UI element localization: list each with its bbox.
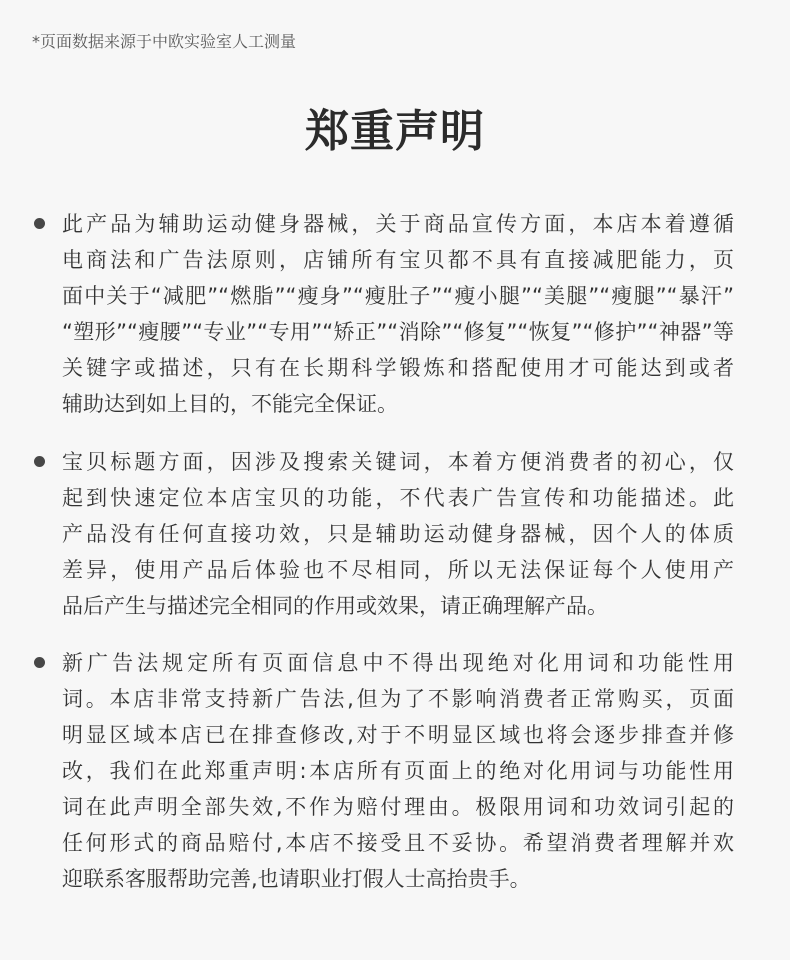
clause-line: 面中关于“减肥”“燃脂”“瘦身”“瘦肚子”“瘦小腿”“美腿”“瘦腿”“暴汗” (62, 284, 734, 308)
clause-line: 宝贝标题方面，因涉及搜索关键词，本着方便消费者的初心，仅 (62, 450, 734, 474)
clause-line: 辅助达到如上目的，不能完全保证。 (62, 392, 398, 416)
bullet-dot (34, 456, 45, 467)
clause-line: 品后产生与描述完全相同的作用或效果，请正确理解产品。 (62, 594, 608, 618)
clause-line: 任何形式的商品赔付,本店不接受且不妥协。希望消费者理解并欢 (62, 831, 734, 855)
bullet-dot (34, 218, 45, 229)
clause-line: 关键字或描述，只有在长期科学锻炼和搭配使用才可能达到或者 (62, 356, 734, 380)
clause-line: 此产品为辅助运动健身器械，关于商品宣传方面，本店本着遵循 (62, 212, 734, 236)
clause-line: 词在此声明全部失效,不作为赔付理由。极限用词和功效词引起的 (62, 795, 734, 819)
clause-line: 词。本店非常支持新广告法,但为了不影响消费者正常购买，页面 (62, 687, 734, 711)
page-title: 郑重声明 (305, 106, 485, 157)
clause-line: 电商法和广告法原则，店铺所有宝贝都不具有直接减肥能力，页 (62, 248, 734, 272)
source-note: *页面数据来源于中欧实验室人工测量 (32, 32, 297, 51)
clause-text (62, 206, 734, 422)
bullet-dot (34, 657, 45, 668)
clause-text (62, 444, 734, 624)
clause-line: 改，我们在此郑重声明:本店所有页面上的绝对化用词与功能性用 (62, 759, 734, 783)
clause-line: 产品没有任何直接功效，只是辅助运动健身器械，因个人的体质 (62, 522, 734, 546)
clause-line: 新广告法规定所有页面信息中不得出现绝对化用词和功能性用 (62, 651, 734, 675)
clause-text (62, 645, 734, 897)
clause-line: 明显区域本店已在排查修改,对于不明显区域也将会逐步排查并修 (62, 723, 734, 747)
clause-line: “塑形”“瘦腰”“专业”“专用”“矫正”“消除”“修复”“恢复”“修护”“神器”等 (62, 320, 734, 344)
clause-line: 起到快速定位本店宝贝的功能，不代表广告宣传和功能描述。此 (62, 486, 734, 510)
clause-line: 差异，使用产品后体验也不尽相同，所以无法保证每个人使用产 (62, 558, 734, 582)
clause-line: 迎联系客服帮助完善,也请职业打假人士高抬贵手。 (62, 867, 531, 891)
